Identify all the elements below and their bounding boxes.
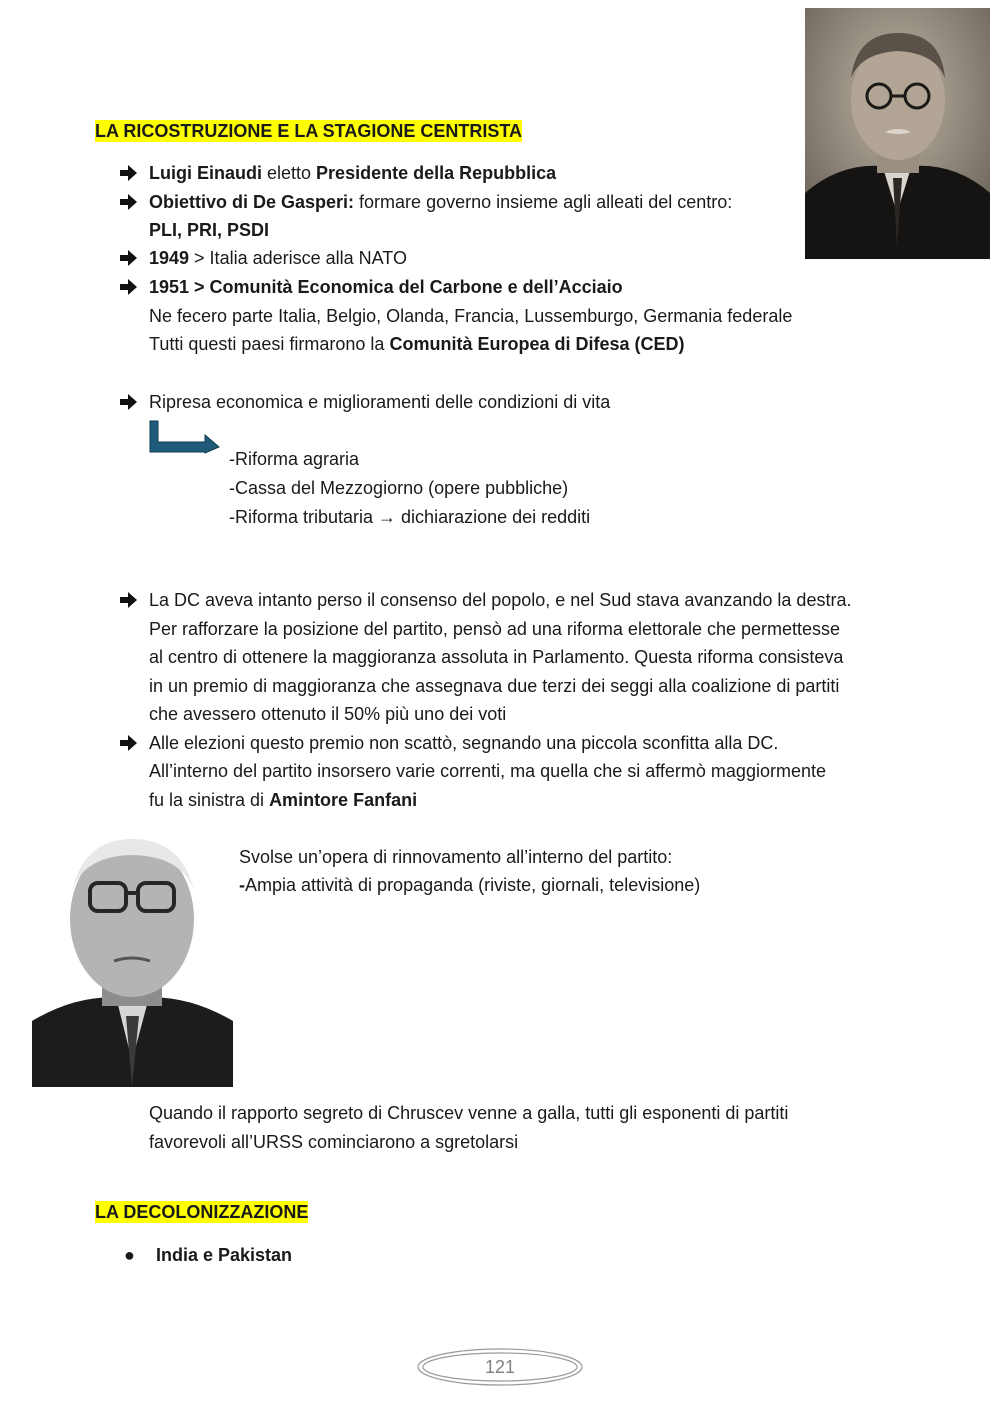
fanfani-propaganda: Ampia attività di propaganda (riviste, giornali, televisione)	[245, 875, 701, 895]
einaudi-role: Presidente della Repubblica	[316, 163, 557, 183]
fanfani-pre: fu la sinistra di	[149, 790, 270, 810]
elezioni-line-1: Alle elezioni questo premio non scattò, segnando una piccola sconfitta alla DC.	[149, 733, 779, 753]
arrow-bullet-icon	[118, 388, 140, 416]
tributaria-post: dichiarazione dei redditi	[396, 507, 591, 527]
nato-year: 1949	[149, 248, 190, 268]
einaudi-mid: eletto	[262, 163, 317, 183]
tributaria-pre: -Riforma tributaria	[229, 507, 379, 527]
bullet-einaudi	[149, 159, 556, 187]
dc-line-2: Per rafforzare la posizione del partito, pensò ad una riforma elettorale che permettesse	[149, 619, 841, 639]
page-number	[416, 1347, 584, 1387]
portrait-fanfani	[32, 821, 233, 1087]
nato-text: > Italia aderisce alla NATO	[189, 248, 407, 268]
page-number-text: 121	[484, 1357, 516, 1377]
dc-line-1: La DC aveva intanto perso il consenso del popolo, e nel Sud stava avanzando la destra.	[149, 590, 852, 610]
dc-line-3: al centro di ottenere la maggioranza assoluta in Parlamento. Questa riforma consisteva	[149, 647, 844, 667]
chruscev-line-1: Quando il rapporto segreto di Chruscev venne a galla, tutti gli esponenti di partiti	[149, 1103, 789, 1123]
bullet-de-gasperi	[149, 188, 732, 216]
parties-line	[149, 216, 269, 244]
parties: PLI, PRI, PSDI	[149, 220, 270, 240]
bullet-dot-icon: ●	[124, 1245, 135, 1265]
section-heading-decolonizzazione	[95, 1198, 308, 1226]
arrow-bullet-icon	[118, 273, 140, 301]
bullet-ripresa: Ripresa economica e miglioramenti delle condizioni di vita	[149, 392, 611, 412]
ced-pre: Tutti questi paesi firmarono la	[149, 334, 390, 354]
india-pakistan: India e Pakistan	[156, 1245, 293, 1265]
elezioni-line-3	[149, 786, 417, 814]
elezioni-line-2: All’interno del partito insorsero varie correnti, ma quella che si affermò maggiormente	[149, 761, 826, 781]
fanfani-name: Amintore Fanfani	[269, 790, 418, 810]
arrow-bullet-icon	[118, 729, 140, 757]
de-gasperi-text: formare governo insieme agli alleati del centro:	[354, 192, 733, 212]
section-heading-text: LA DECOLONIZZAZIONE	[95, 1202, 309, 1222]
dc-line-4: in un premio di maggioranza che assegnava due terzi dei seggi alla coalizione di partiti	[149, 676, 840, 696]
right-arrow-icon: →	[378, 507, 397, 527]
fanfani-dash: -	[239, 875, 245, 895]
bullet-india-pakistan	[156, 1241, 292, 1269]
ceca-title: 1951 > Comunità Economica del Carbone e dell’Acciaio	[149, 277, 623, 297]
chruscev-line-2: favorevoli all’URSS cominciarono a sgretolarsi	[149, 1132, 519, 1152]
einaudi-name: Luigi Einaudi	[149, 163, 262, 183]
bullet-nato	[149, 244, 407, 272]
arrow-bullet-icon	[118, 159, 140, 187]
fanfani-line-2	[239, 871, 700, 899]
arrow-bullet-icon	[118, 188, 140, 216]
sub-riforma-tributaria	[229, 503, 590, 531]
section-heading-text: LA RICOSTRUZIONE E LA STAGIONE CENTRISTA	[95, 121, 522, 141]
bullet-ceca	[149, 273, 623, 301]
de-gasperi-lead: Obiettivo di De Gasperi:	[149, 192, 355, 212]
sub-cassa-mezzogiorno: -Cassa del Mezzogiorno (opere pubbliche)	[229, 478, 569, 498]
elbow-arrow-icon	[149, 420, 221, 456]
fanfani-line-1: Svolse un’opera di rinnovamento all’interno del partito:	[239, 847, 673, 867]
section-heading-ricostruzione	[95, 117, 522, 145]
dc-line-5: che avessero ottenuto il 50% più uno dei voti	[149, 704, 507, 724]
arrow-bullet-icon	[118, 244, 140, 272]
ced-line	[149, 330, 684, 358]
ced-bold: Comunità Europea di Difesa (CED)	[389, 334, 685, 354]
sub-riforma-agraria: -Riforma agraria	[229, 449, 360, 469]
ceca-members: Ne fecero parte Italia, Belgio, Olanda, Francia, Lussemburgo, Germania federale	[149, 306, 793, 326]
arrow-bullet-icon	[118, 586, 140, 614]
portrait-einaudi	[805, 8, 990, 259]
